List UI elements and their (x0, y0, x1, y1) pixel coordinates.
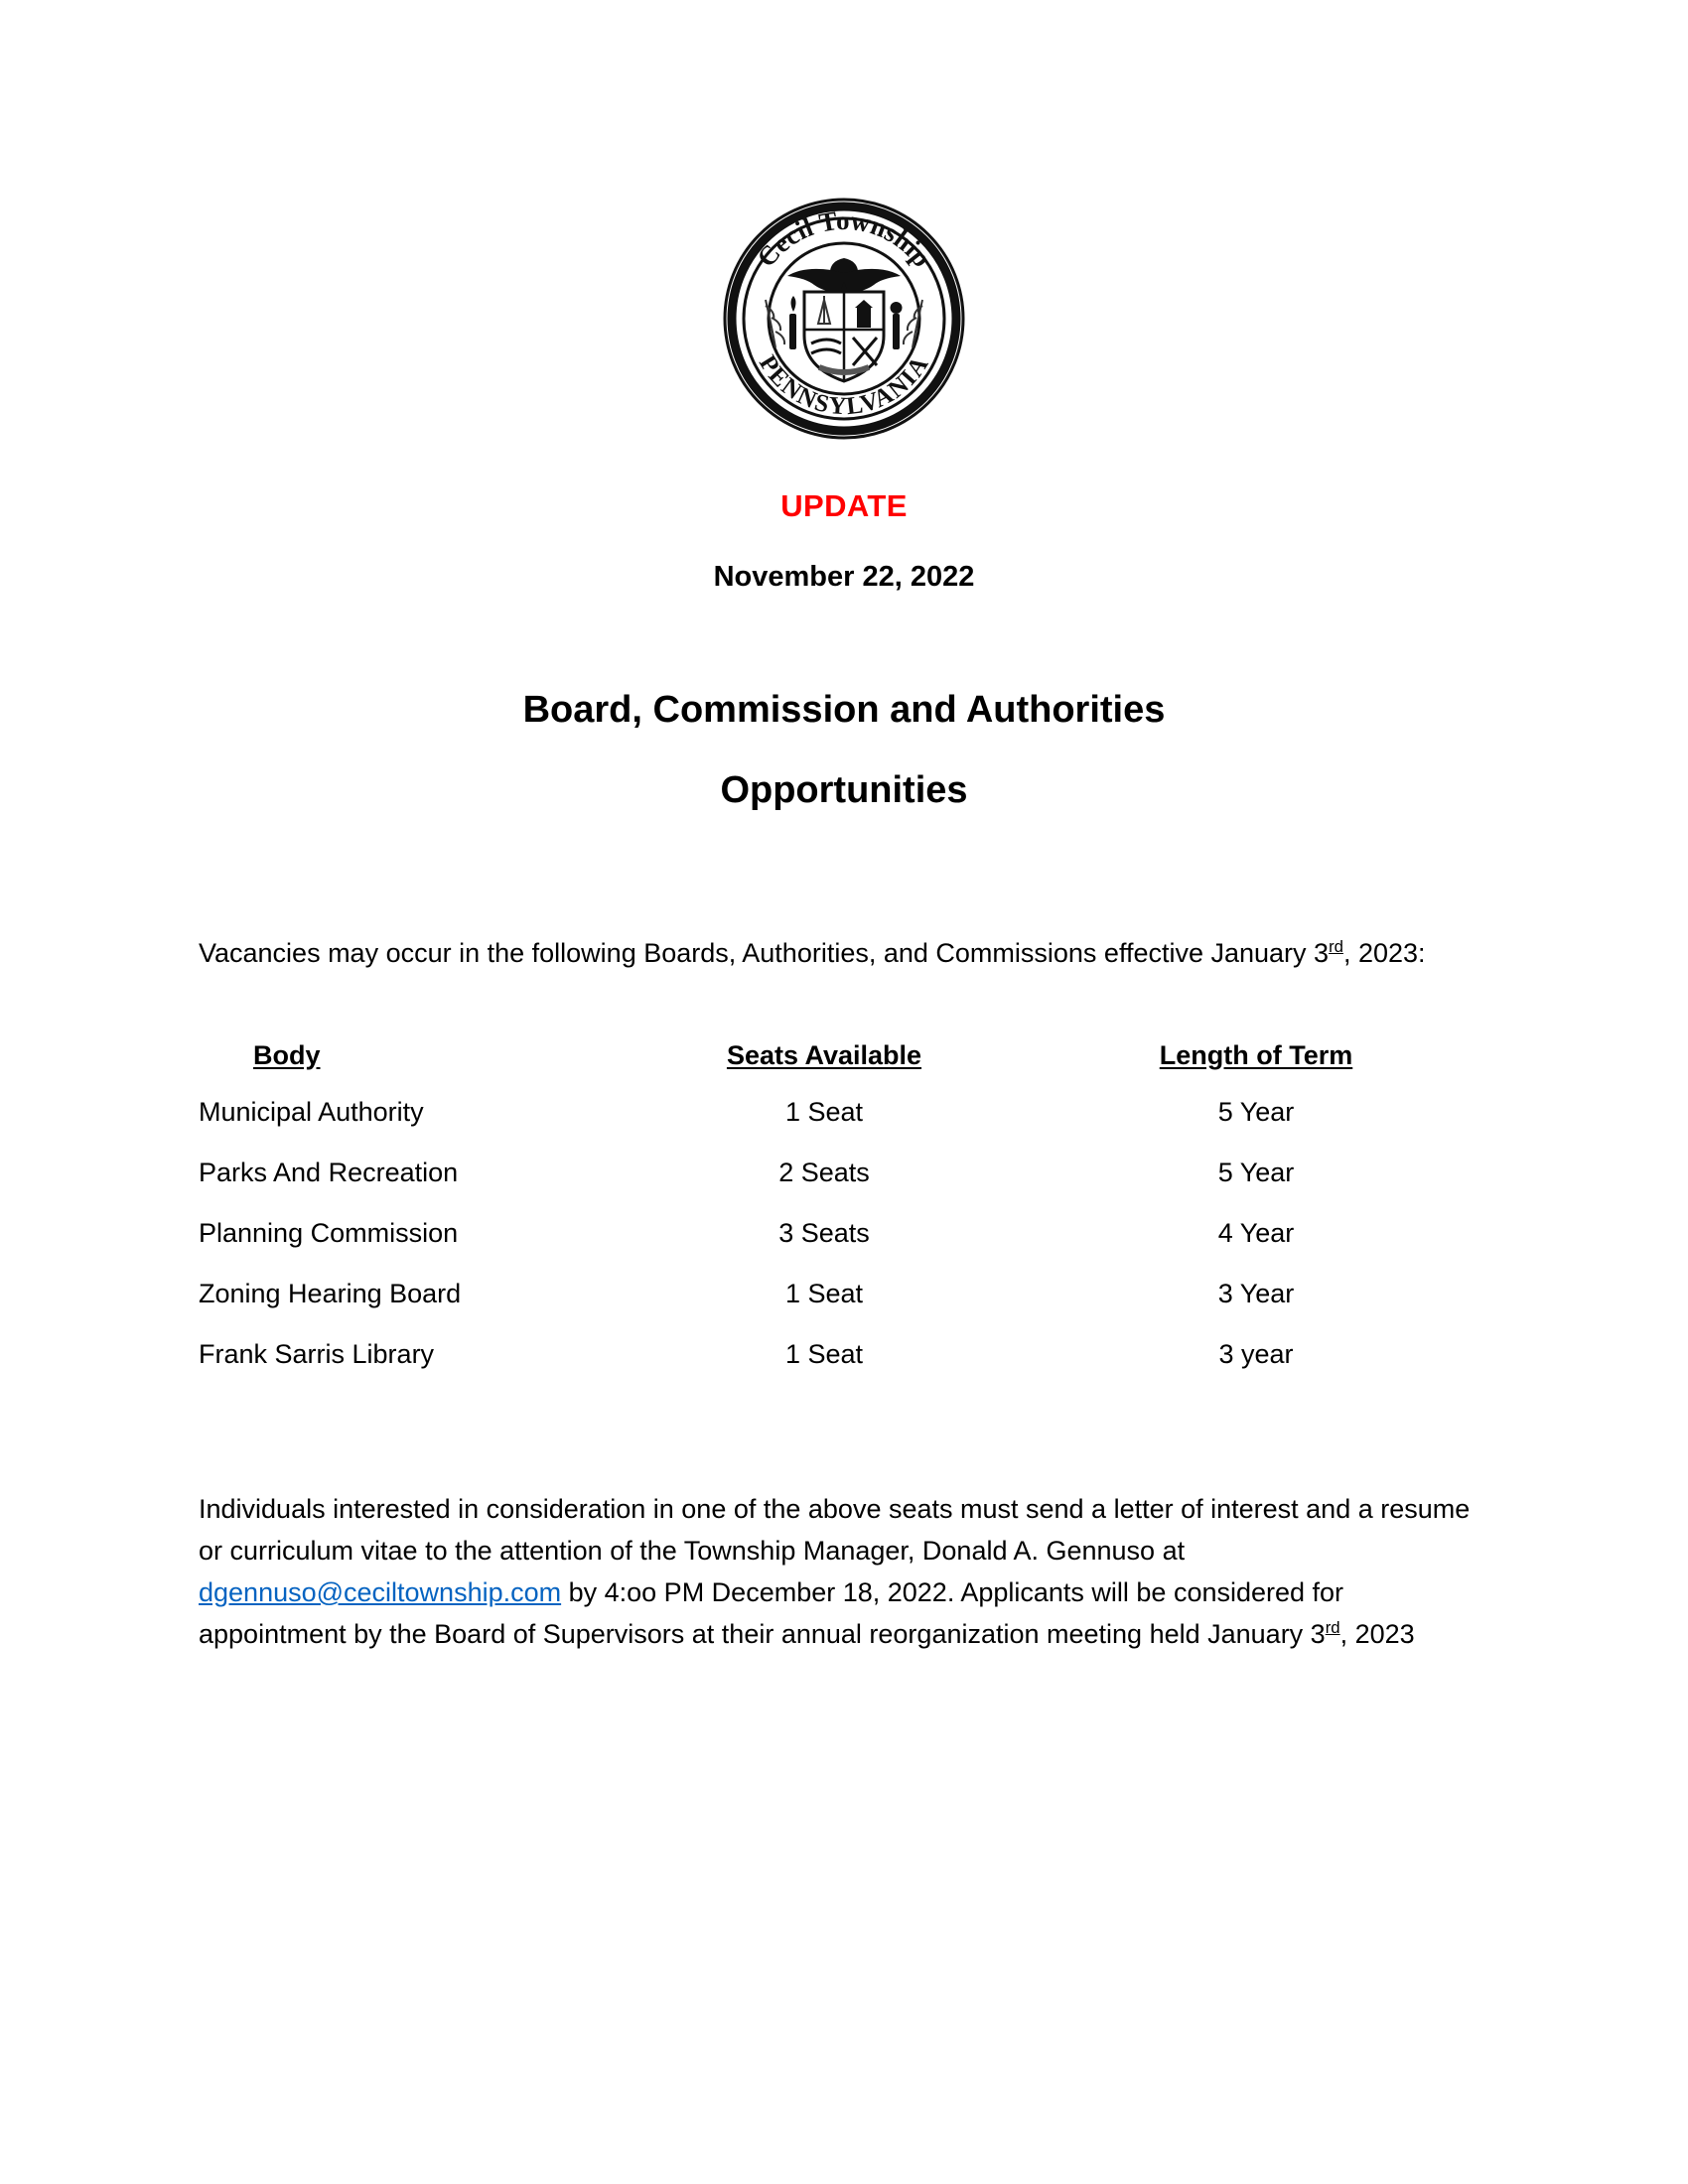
table-header (199, 1028, 1479, 1082)
intro-ordinal-suffix: rd (1329, 937, 1343, 956)
page-title-line-1: Board, Commission and Authorities (522, 689, 1166, 731)
intro-text-before: Vacancies may occur in the following Boards, Authorities, and Commissions effective January 3 (199, 938, 1330, 968)
cell-term: 5 Year (1217, 1097, 1295, 1127)
cell-seats: 3 Seats (778, 1218, 870, 1248)
cell-term: 3 Year (1217, 1279, 1295, 1308)
cell-seats: 1 Seat (784, 1279, 864, 1308)
table-row (199, 1324, 1479, 1385)
table-header-row (199, 1028, 1479, 1082)
column-header-body (199, 1028, 616, 1082)
cell-term: 3 year (1218, 1339, 1294, 1369)
cell-body: Municipal Authority (199, 1097, 424, 1127)
update-label: UPDATE (780, 488, 908, 523)
column-header-body-label: Body (253, 1039, 321, 1070)
page-title-line-2: Opportunities (720, 769, 968, 811)
column-header-seats (616, 1028, 1033, 1082)
cell-body: Frank Sarris Library (199, 1339, 435, 1369)
closing-ordinal-suffix: rd (1325, 1618, 1340, 1637)
column-header-seats-label: Seats Available (726, 1039, 922, 1070)
intro-text-after: , 2023: (1342, 938, 1426, 968)
column-header-term (1033, 1028, 1479, 1082)
table-body (199, 1082, 1479, 1385)
vacancies-table (199, 1028, 1479, 1385)
table-row (199, 1143, 1479, 1203)
cell-body: Zoning Hearing Board (199, 1279, 462, 1308)
svg-text:Cecil Township: Cecil Township (751, 205, 937, 273)
cell-body: Parks And Recreation (199, 1158, 459, 1187)
closing-text-part-1: Individuals interested in consideration in one of the above seats must send a letter of interest and a resume or curriculum vitae to the attention of the Township Manager, Donald A. Gennuso at (199, 1494, 1471, 1566)
email-link[interactable]: dgennuso@ceciltownship.com (199, 1577, 562, 1607)
cecil-township-seal-icon (722, 197, 966, 441)
table-row (199, 1264, 1479, 1324)
closing-text-part-3: , 2023 (1339, 1619, 1415, 1649)
cell-seats: 2 Seats (778, 1158, 870, 1187)
table-row (199, 1203, 1479, 1264)
intro-paragraph (199, 932, 1479, 974)
cell-term: 5 Year (1217, 1158, 1295, 1187)
cell-body: Planning Commission (199, 1218, 459, 1248)
column-header-term-label: Length of Term (1159, 1039, 1353, 1070)
closing-text-part-2: by 4:oo PM December 18, 2022. Applicants will be considered for appointment by the Board of Supervisors at their annual reorganization meeting held January 3 (199, 1577, 1344, 1649)
table-row (199, 1082, 1479, 1143)
township-seal-container (0, 197, 1688, 446)
cell-seats: 1 Seat (784, 1339, 864, 1369)
document-date: November 22, 2022 (713, 561, 975, 593)
cell-seats: 1 Seat (784, 1097, 864, 1127)
svg-text:PENNSYLVANIA: PENNSYLVANIA (753, 350, 935, 421)
cell-term: 4 Year (1217, 1218, 1295, 1248)
closing-paragraph (199, 1488, 1479, 1655)
